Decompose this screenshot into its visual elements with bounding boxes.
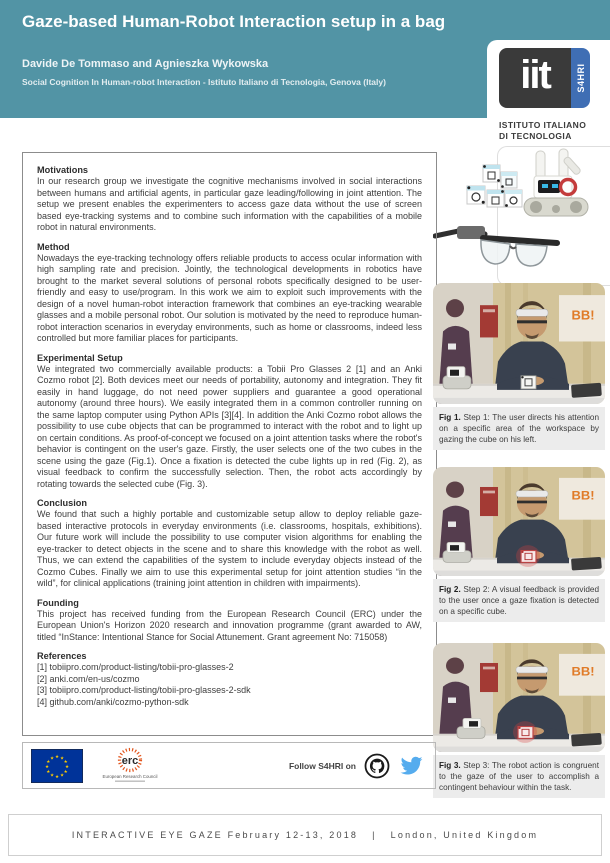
conference-location: London, United Kingdom	[390, 830, 539, 840]
reference-link[interactable]: [3] tobiipro.com/product-listing/tobii-pro-glasses-2-sdk	[37, 685, 251, 695]
figure2-photo	[433, 467, 605, 576]
svg-text:★: ★	[64, 764, 70, 770]
figure2-caption	[433, 579, 605, 622]
figure-caption-text: Step 3: The robot action is congruent to the gaze of the user to accomplish a contingent behaviour within the task.	[439, 761, 599, 792]
svg-text:★: ★	[59, 773, 65, 779]
reference-link[interactable]: [2] anki.com/en-us/cozmo	[37, 673, 140, 684]
figure3-photo	[433, 643, 605, 752]
reference-link[interactable]: [4] github.com/anki/cozmo-python-sdk	[37, 696, 189, 707]
institute-name	[499, 120, 586, 142]
svg-text:★: ★	[54, 754, 60, 760]
figure-label: Fig 2.	[439, 585, 461, 594]
svg-text:★: ★	[63, 769, 68, 775]
section-heading: Motivations	[37, 165, 89, 175]
iit-logo-text: iit	[520, 53, 550, 97]
funding-strip	[22, 742, 436, 789]
iit-logo-mark	[499, 48, 571, 108]
svg-text:BB!: BB!	[571, 307, 595, 323]
section-body: We integrated two commercially available products: a Tobii Pro Glasses 2 [1] and an Anki Cozmo robot [2]. Both devices meet our needs of portability, autonomy and integration. They fit easily in hand luggage, do not need power suppliers and guarantee a good operational autonomy (around three hours). We easily integrated them in a common controller running on the same laptop computer using Python APIs [3][4]. In addition the Anki Cozmo robot allows the possibility to use cube objects that can be programmed to interact with the robot and to light up on certain conditions. As proof-of-concept we focused on a joint attention tasks where the robot's behavior is contingent on the user's gaze. Firstly, the user selects one of the two cubes in the scene using the gaze (Fig.1). Once a fixation is detected the cube lights up in red (Fig. 2), as visual feedback to confirm the successfully selection. Then, the robot acts accordingly by rotating towards the selected cube (Fig. 3).	[37, 363, 422, 489]
institute-line2: DI TECNOLOGIA	[499, 131, 572, 141]
svg-text:★: ★	[44, 764, 50, 770]
cozmo-cubes-image	[465, 162, 527, 224]
poster-title: Gaze-based Human-Robot Interaction setup in a bag	[22, 12, 446, 31]
gaze-cube	[521, 376, 536, 389]
section-body: In our research group we investigate the cognitive mechanisms involved in social interactions between humans and artificial agents, in particular gaze leading/following in joint attention. The setup we present enables the experimenters to access gaze data without the use of screen based eye-tracking systems and to combine such information with the capabilities of a mobile robot in natural environments.	[37, 176, 422, 232]
svg-text:★: ★	[49, 773, 55, 779]
figure1-photo	[433, 283, 605, 404]
section-heading: Conclusion	[37, 498, 88, 508]
cube-cluster	[467, 165, 522, 207]
figure1-caption	[433, 407, 605, 450]
reference-link[interactable]: [1] tobiipro.com/product-listing/tobii-pro-glasses-2	[37, 662, 234, 672]
erc-logo	[99, 747, 161, 785]
eu-flag-icon	[31, 749, 83, 783]
follow-label: Follow S4HRI on	[288, 760, 356, 771]
section-heading: Method	[37, 241, 70, 252]
svg-text:★: ★	[46, 769, 51, 775]
figure-caption-text: Step 1: The user directs his attention on a specific area of the workspace by gazing the cube on his left.	[439, 413, 599, 444]
main-text-box	[22, 152, 437, 736]
section-motivations	[37, 164, 422, 234]
svg-text:★: ★	[54, 774, 60, 780]
section-founding	[37, 597, 422, 644]
section-body: Nowadays the eye-tracking technology offers reliable products to access ocular information with high sampling rate and precision. Jointly, the technological developments in robotics have brought to the market several solutions of personal robots specifically designed to be user-friendly and easy to use/program. In this work we aim to exploit such improvements with the design of a novel human-robot interaction framework that combines an eye-tracking wearable glasses and a mobile personal robot. Our solution is motivated by the need to reproduce human-robot interaction scenarios in everyday environments, such as home or classrooms, indeed less controlled but more familiar places for participants.	[37, 252, 422, 343]
affiliation: Social Cognition In Human-robot Interaction - Istituto Italiano di Tecnologia, Genova (Italy)	[22, 77, 386, 87]
svg-text:★: ★	[59, 755, 65, 761]
footer-separator: |	[372, 830, 377, 840]
section-body: This project has received funding from the European Research Council (ERC) under the European Union's Horizon 2020 research and innovation programme (grant awarded to AW, titled “InStance: Intentional Stance for Social Attunement. Grant agreement No: 715058)	[37, 608, 422, 642]
figure3-scene	[433, 643, 605, 752]
section-heading: Founding	[37, 597, 79, 608]
tobii-glasses-image	[433, 220, 561, 272]
gaze-cube-lit	[513, 721, 537, 743]
figure1-scene	[433, 283, 605, 404]
section-body: We found that such a highly portable and customizable setup allow to deploy reliable gaze-based interactive protocols in everyday environments (i.e. classrooms, hospitals, exhibitions). Our future work will include the possibility to use computer vision algorithms for enabling the eye-tracker to detect objects in the scene and to share this knowledge with the robot as well. Thus, we can extend the capabilities of the system to include everyday objects instead of the Cozmo Cubes. Finally we aim to use this experimental setup for joint attention studies “in the wild”, for clinical applications (training joint attention in children with impairments).	[37, 509, 422, 588]
s4hri-strip	[571, 48, 590, 108]
footer-bar	[8, 814, 602, 856]
twitter-icon[interactable]	[397, 754, 425, 778]
figure-caption-text: Step 2: A visual feedback is provided to the user once a gaze fixation is detected on a specific cube.	[439, 585, 600, 616]
section-method	[37, 241, 422, 345]
svg-text:★: ★	[46, 759, 51, 765]
figure-label: Fig 1.	[439, 413, 461, 422]
iit-logo	[499, 48, 590, 108]
section-heading: Experimental Setup	[37, 352, 123, 363]
conference-name: INTERACTIVE EYE GAZE February 12-13, 2018	[71, 830, 359, 840]
erc-label: erc	[121, 754, 139, 767]
figure2-scene	[433, 467, 605, 576]
section-experimental-setup	[37, 352, 422, 491]
github-icon[interactable]	[364, 753, 390, 779]
section-references	[37, 650, 422, 708]
svg-text:BB!: BB!	[571, 489, 595, 503]
gaze-cube-lit	[516, 545, 540, 567]
figure-label: Fig 3.	[439, 761, 461, 770]
section-conclusion	[37, 497, 422, 590]
svg-text:★: ★	[49, 755, 55, 761]
erc-subtext: European Research Council	[102, 773, 158, 779]
s4hri-label: S4HRI	[575, 63, 586, 93]
svg-text:★: ★	[63, 759, 68, 765]
institute-line1: ISTITUTO ITALIANO	[499, 120, 587, 130]
iit-logo-card	[487, 40, 610, 162]
section-heading: References	[37, 651, 87, 661]
authors: Davide De Tommaso and Agnieszka Wykowska	[22, 58, 269, 70]
figure3-caption	[433, 755, 605, 798]
svg-text:BB!: BB!	[571, 665, 595, 679]
